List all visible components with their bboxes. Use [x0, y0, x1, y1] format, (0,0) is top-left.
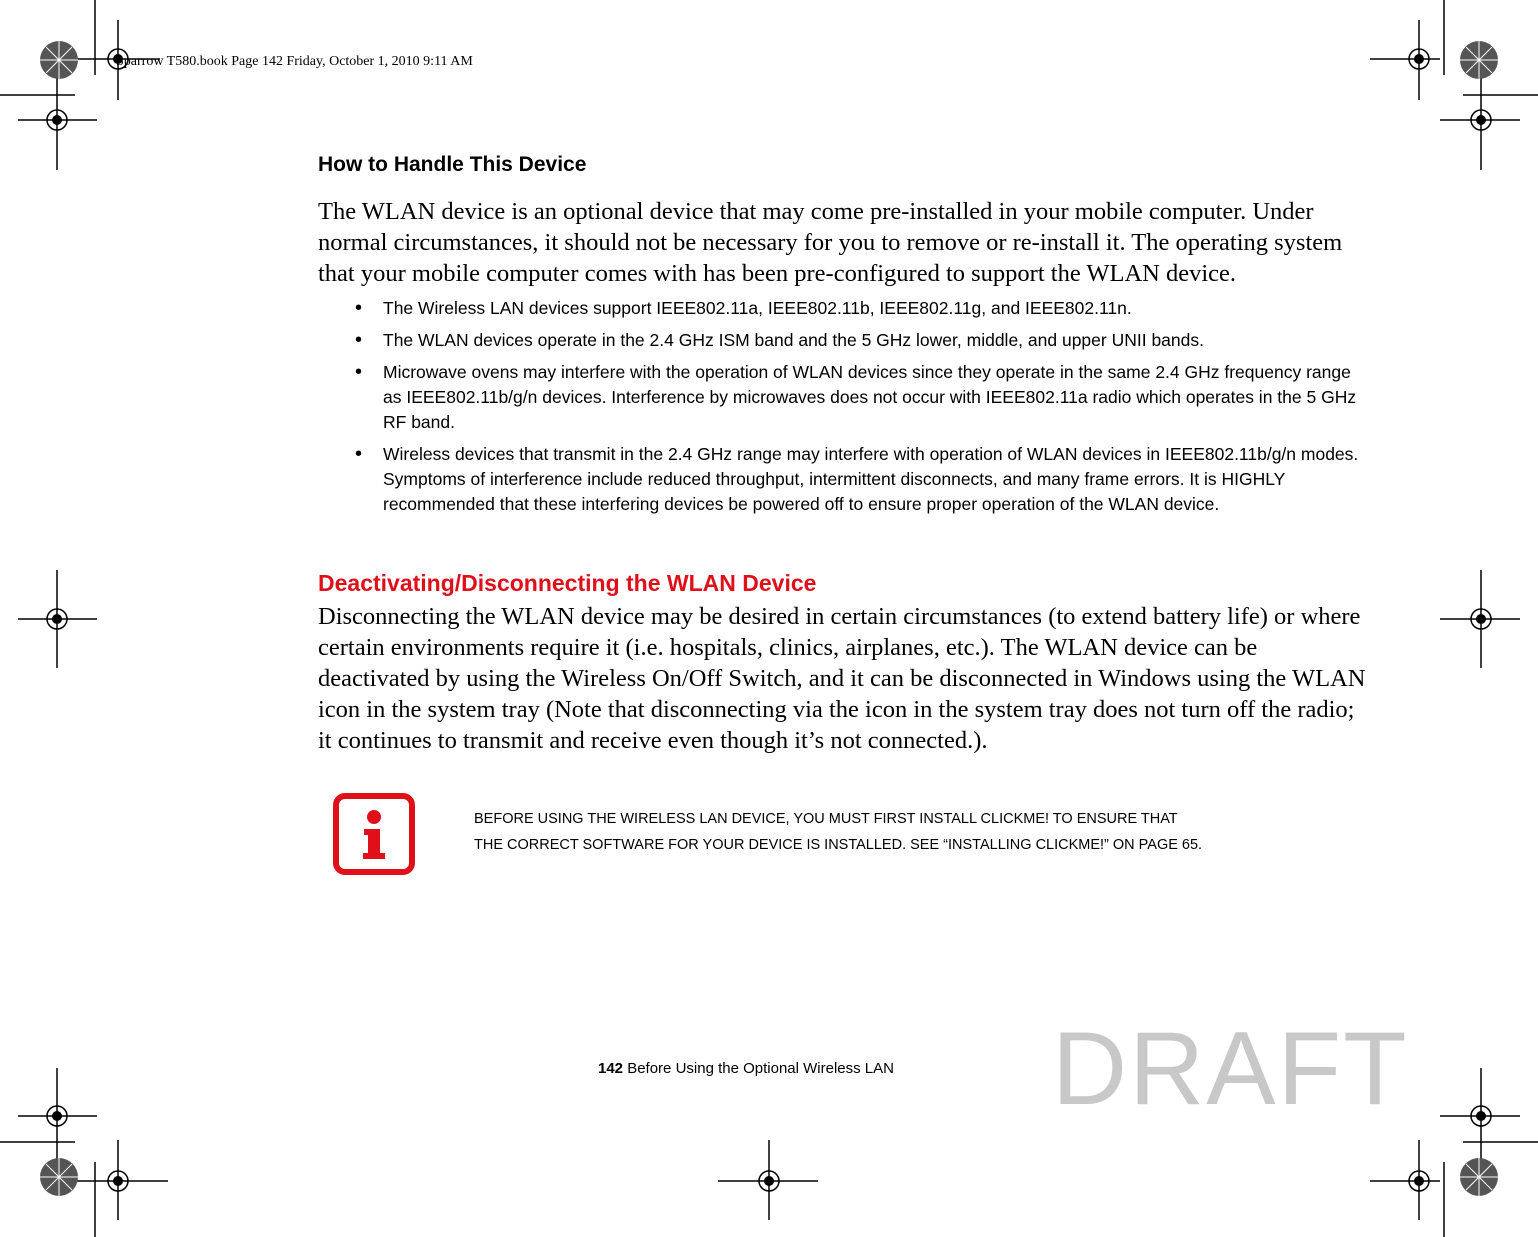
bullet-icon: • [355, 361, 363, 383]
paragraph-handle-device: The WLAN device is an optional device that may come pre-installed in your mobile computer. Under normal circumstances, it should not be necessary for you to remove or re-install it. The operating system that your mobile computer comes with has been pre-configured to support the WLAN device. [318, 198, 1343, 287]
bullet-text: The Wireless LAN devices support IEEE802.11a, IEEE802.11b, IEEE802.11g, and IEEE802.11n. [383, 298, 1132, 318]
bullet-icon: • [355, 329, 363, 351]
page-number: 142 [598, 1060, 624, 1077]
info-icon [333, 793, 415, 875]
list-item [355, 296, 1365, 321]
note-line-1: BEFORE USING THE WIRELESS LAN DEVICE, YOU MUST FIRST INSTALL CLICKME! TO ENSURE THAT [474, 811, 1178, 827]
print-header-line: Sparrow T580.book Page 142 Friday, October 1, 2010 9:11 AM [116, 54, 473, 69]
paragraph-deactivating: Disconnecting the WLAN device may be desired in certain circumstances (to extend battery life) or where certain environments require it (i.e. hospitals, clinics, airplanes, etc.). The WLAN device can be deactivated by using the Wireless On/Off Switch, and it can be disconnected in Windows using the WLAN icon in the system tray (Note that disconnecting via the icon in the system tray does not turn off the radio; it continues to transmit and receive even though it’s not connected.). [318, 603, 1366, 754]
list-item [355, 328, 1365, 353]
section-heading-handle-device: How to Handle This Device [318, 153, 587, 176]
bullet-text: Microwave ovens may interfere with the operation of WLAN devices since they operate in the same 2.4 GHz frequency range as IEEE802.11b/g/n devices. Interference by microwaves does not occur with IEEE802.11a radio which operates in the 5 GHz RF band. [383, 362, 1357, 432]
bullet-icon: • [355, 443, 363, 465]
footer-title: Before Using the Optional Wireless LAN [627, 1060, 894, 1077]
bullet-text: Wireless devices that transmit in the 2.4 GHz range may interfere with operation of WLAN devices in IEEE802.11b/g/n modes. Symptoms of interference include reduced throughput, intermittent disconnects, and many frame errors. It is HIGHLY recommended that these interfering devices be powered off to ensure proper operation of the WLAN device. [383, 444, 1359, 514]
note-line-2: THE CORRECT SOFTWARE FOR YOUR DEVICE IS INSTALLED. SEE “INSTALLING CLICKME!” ON PAGE 65. [474, 837, 1203, 853]
list-item [355, 360, 1365, 435]
page-footer [598, 1060, 894, 1077]
section-heading-deactivating: Deactivating/Disconnecting the WLAN Device [318, 570, 817, 596]
note-text [474, 806, 1354, 858]
bullet-text: The WLAN devices operate in the 2.4 GHz ISM band and the 5 GHz lower, middle, and upper UNII bands. [383, 330, 1204, 350]
draft-watermark: DRAFT [1052, 1011, 1409, 1127]
bullet-icon: • [355, 297, 363, 319]
bullet-list [355, 296, 1365, 524]
list-item [355, 442, 1365, 517]
